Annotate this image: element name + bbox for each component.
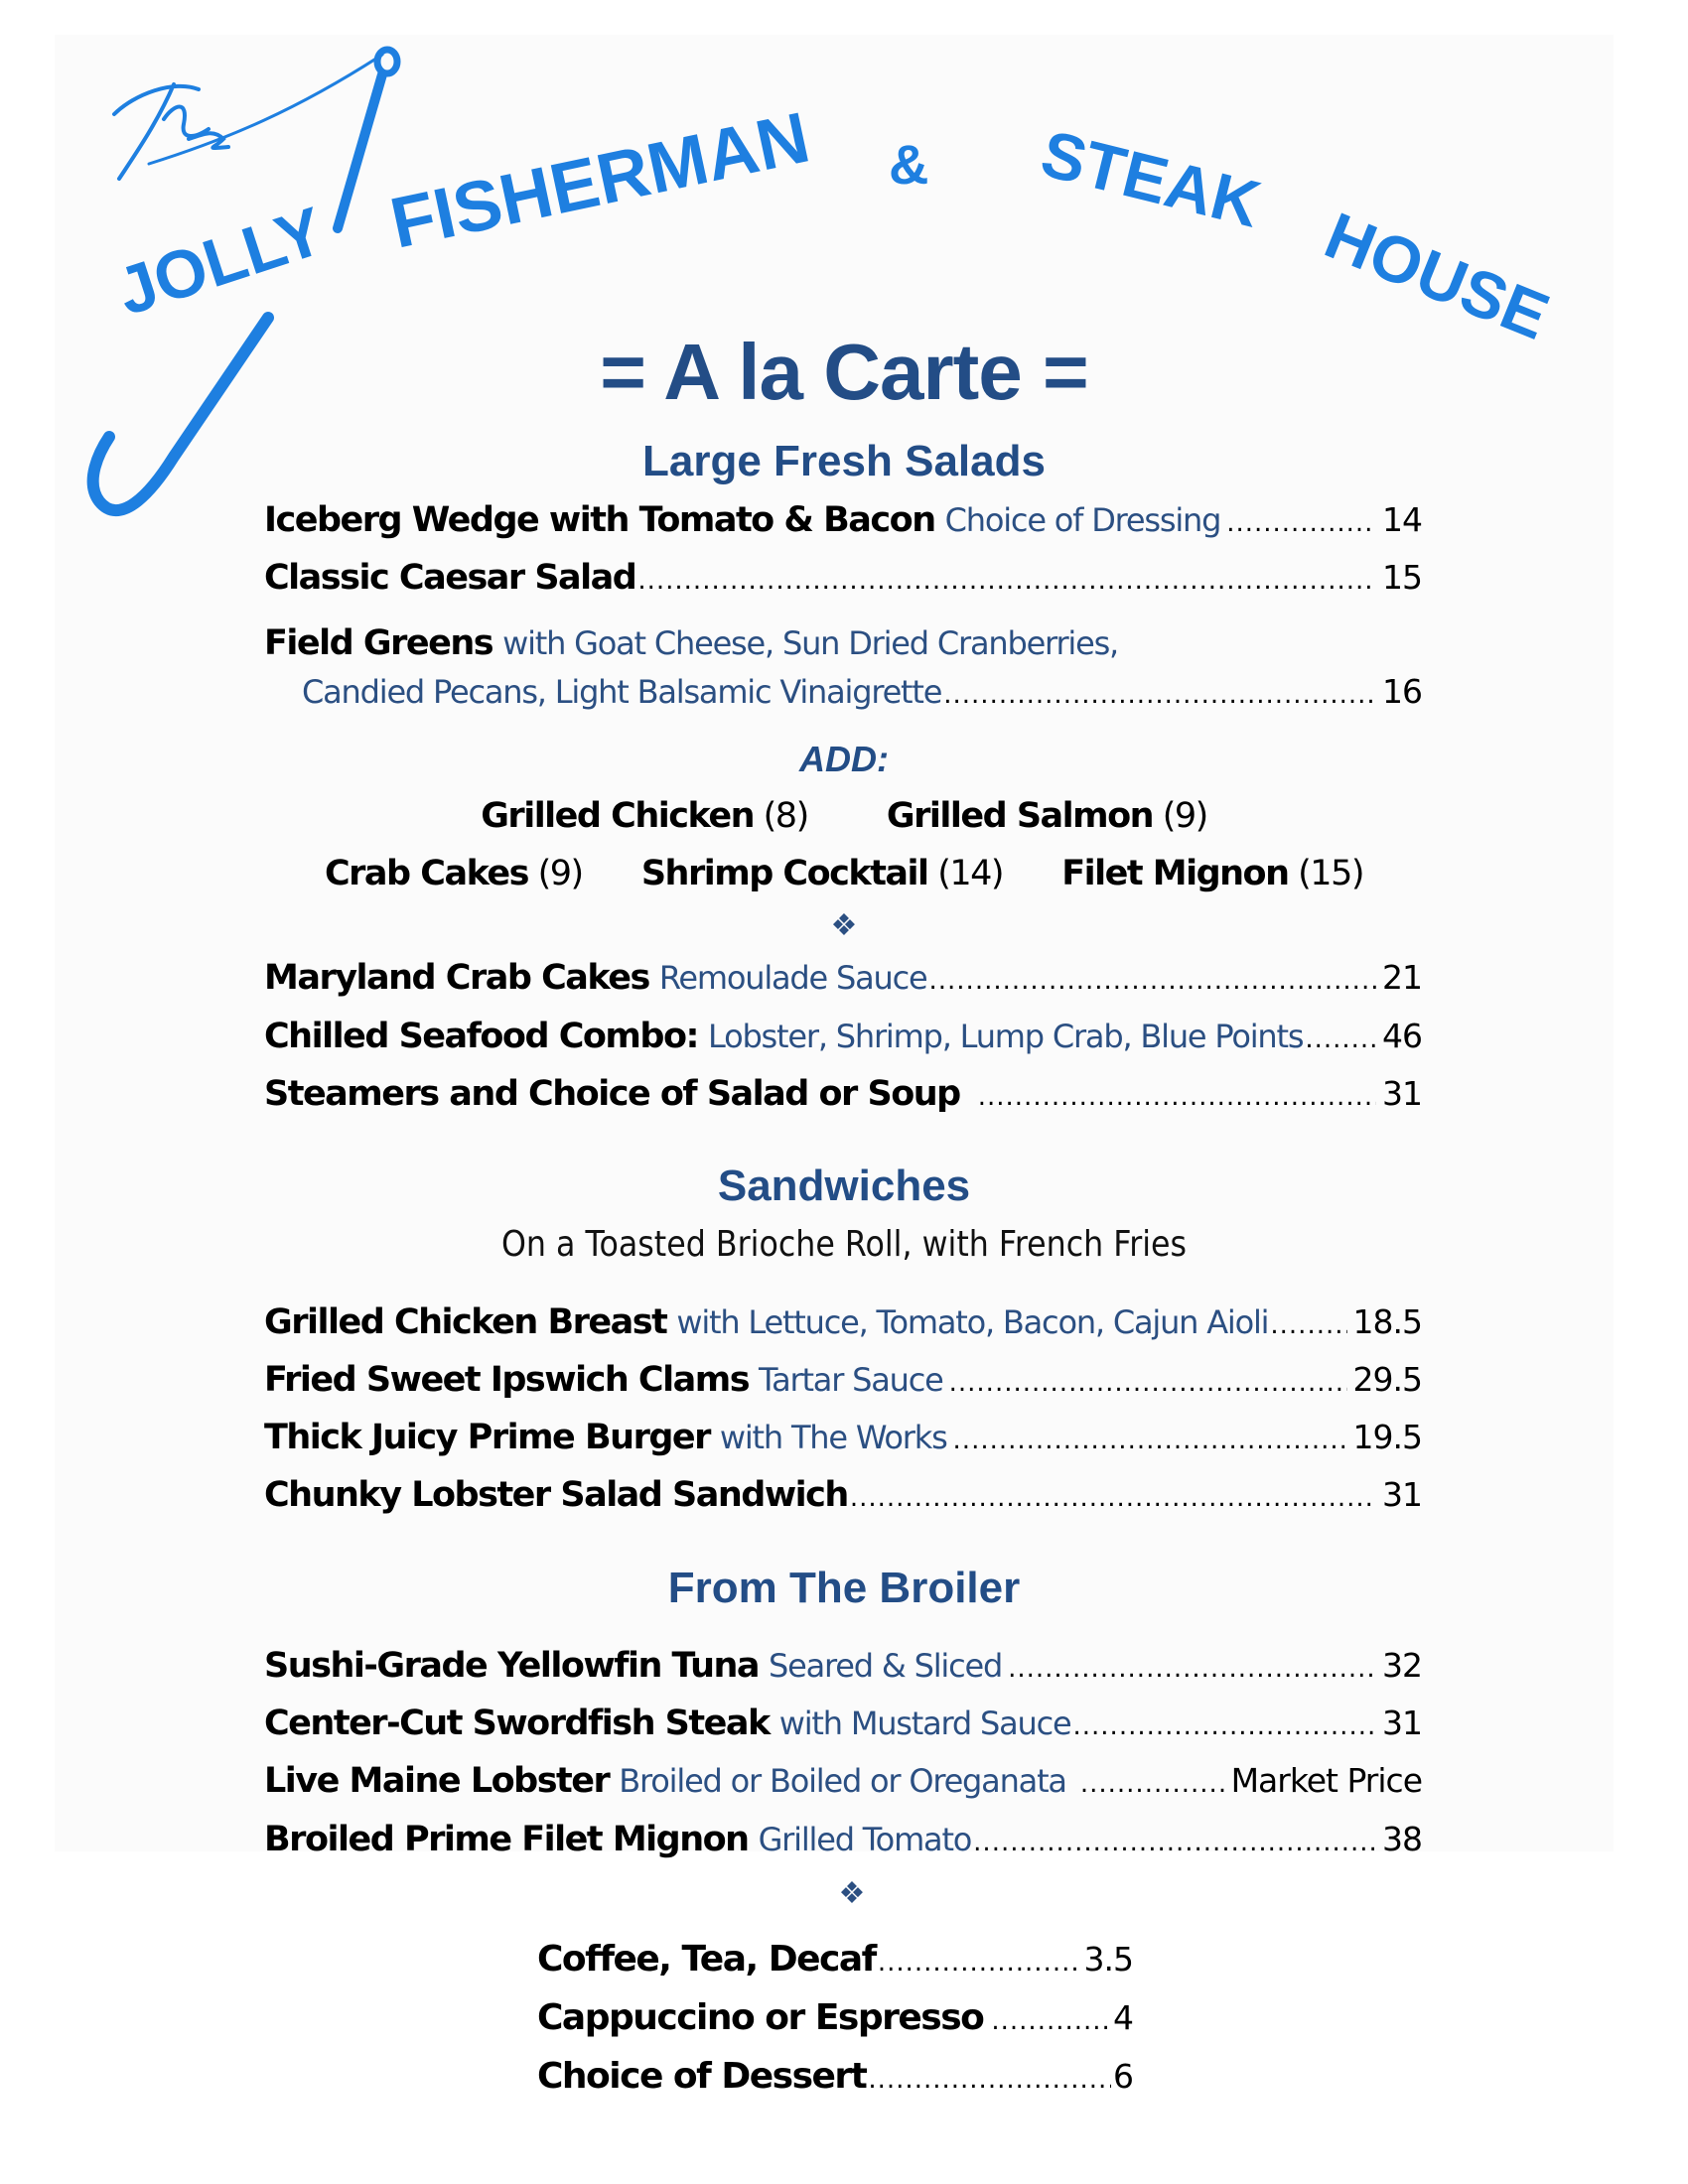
add-ons-row-2 xyxy=(0,850,1688,897)
leader-dots xyxy=(1270,1301,1346,1349)
sandwiches-subtitle: On a Toasted Brioche Roll, with French Fries xyxy=(500,1224,1188,1265)
leader-dots xyxy=(850,1474,1376,1522)
leader-dots xyxy=(1008,1645,1376,1693)
price: 38 xyxy=(1382,1820,1422,1858)
menu-item: Maryland Crab Cakes Remoulade Sauce ..... 21 xyxy=(264,954,1422,1002)
menu-item: Sushi-Grade Yellowfin Tuna Seared & Sliced ..... 32 xyxy=(264,1642,1422,1690)
leader-dots xyxy=(1080,1760,1225,1808)
leader-dots xyxy=(1305,1016,1376,1063)
leader-dots xyxy=(991,1997,1111,2045)
menu-item: Steamers and Choice of Salad or Soup ..... 31 xyxy=(264,1070,1422,1118)
leader-dots xyxy=(1073,1703,1377,1750)
price: 31 xyxy=(1382,1074,1422,1113)
svg-text:STEAK: STEAK xyxy=(1034,115,1268,241)
leader-dots xyxy=(953,1417,1347,1464)
price: 46 xyxy=(1382,1017,1422,1055)
add-ons-row-1 xyxy=(0,792,1688,840)
section-heading-salads: Large Fresh Salads xyxy=(642,437,1046,485)
price: 4 xyxy=(1113,1998,1133,2037)
menu-item: Thick Juicy Prime Burger with The Works ..... 19.5 xyxy=(264,1414,1422,1461)
menu-item: Fried Sweet Ipswich Clams Tartar Sauce ..... 29.5 xyxy=(264,1356,1422,1404)
leader-dots xyxy=(943,671,1376,719)
price: 18.5 xyxy=(1352,1302,1422,1341)
add-on-item: Grilled Chicken (8) xyxy=(481,796,808,836)
leader-dots xyxy=(929,957,1377,1005)
add-on-item: Crab Cakes (9) xyxy=(324,854,583,893)
leader-dots xyxy=(1226,499,1376,547)
menu-item: Cappuccino or Espresso ..... 4 xyxy=(537,1994,1133,2042)
price: 15 xyxy=(1382,558,1422,597)
leader-dots xyxy=(637,557,1376,605)
menu-item: Coffee, Tea, Decaf ..... 3.5 xyxy=(537,1936,1133,1983)
price: 16 xyxy=(1382,672,1422,711)
svg-text:&: & xyxy=(889,133,929,196)
page-title: = A la Carte = xyxy=(600,328,1088,416)
add-on-item: Grilled Salmon (9) xyxy=(886,796,1207,836)
diamond-divider-icon: ❖ xyxy=(830,909,858,942)
menu-item: Classic Caesar Salad ..... 15 xyxy=(264,554,1422,602)
menu-item: Live Maine Lobster Broiled or Boiled or Oreganata ..... Market Price xyxy=(264,1757,1422,1805)
price: 31 xyxy=(1382,1475,1422,1514)
svg-text:FISHERMAN: FISHERMAN xyxy=(383,97,816,264)
menu-item: Chunky Lobster Salad Sandwich ..... 31 xyxy=(264,1471,1422,1519)
leader-dots xyxy=(878,1939,1082,1986)
menu-item: Grilled Chicken Breast with Lettuce, Tomato, Bacon, Cajun Aioli ..... 18.5 xyxy=(264,1298,1422,1346)
leader-dots xyxy=(973,1819,1376,1866)
price: 29.5 xyxy=(1352,1360,1422,1399)
diamond-divider-icon: ❖ xyxy=(838,1877,866,1910)
price: 32 xyxy=(1382,1646,1422,1685)
price: 21 xyxy=(1382,958,1422,997)
price: Market Price xyxy=(1230,1761,1422,1800)
menu-item: Iceberg Wedge with Tomato & Bacon Choice of Dressing ..... 14 xyxy=(264,496,1422,544)
price: 6 xyxy=(1113,2057,1133,2096)
leader-dots xyxy=(949,1359,1347,1407)
menu-item: Center-Cut Swordfish Steak with Mustard Sauce ..... 31 xyxy=(264,1700,1422,1747)
section-heading-broiler: From The Broiler xyxy=(667,1564,1021,1612)
price: 14 xyxy=(1382,500,1422,539)
add-on-item: Shrimp Cocktail (14) xyxy=(640,854,1004,893)
logo-jolly: JOLLY xyxy=(108,193,334,331)
section-heading-sandwiches: Sandwiches xyxy=(717,1161,971,1210)
menu-item: Chilled Seafood Combo: Lobster, Shrimp, Lump Crab, Blue Points ..... 46 xyxy=(264,1013,1422,1060)
price: 31 xyxy=(1382,1704,1422,1742)
price: 3.5 xyxy=(1083,1940,1133,1979)
add-heading: ADD: xyxy=(799,739,889,779)
menu-item-continuation: Candied Pecans, Light Balsamic Vinaigrette ..... 16 xyxy=(264,668,1422,716)
menu-item: Field Greens with Goat Cheese, Sun Dried Cranberries, xyxy=(264,623,1119,663)
price: 19.5 xyxy=(1352,1418,1422,1456)
add-on-item: Filet Mignon (15) xyxy=(1061,854,1364,893)
svg-text:HOUSE: HOUSE xyxy=(1315,198,1560,353)
menu-item: Broiled Prime Filet Mignon Grilled Tomato ..... 38 xyxy=(264,1816,1422,1863)
menu-item: Choice of Dessert ..... 6 xyxy=(537,2053,1133,2101)
leader-dots xyxy=(978,1073,1376,1121)
leader-dots xyxy=(868,2056,1111,2104)
